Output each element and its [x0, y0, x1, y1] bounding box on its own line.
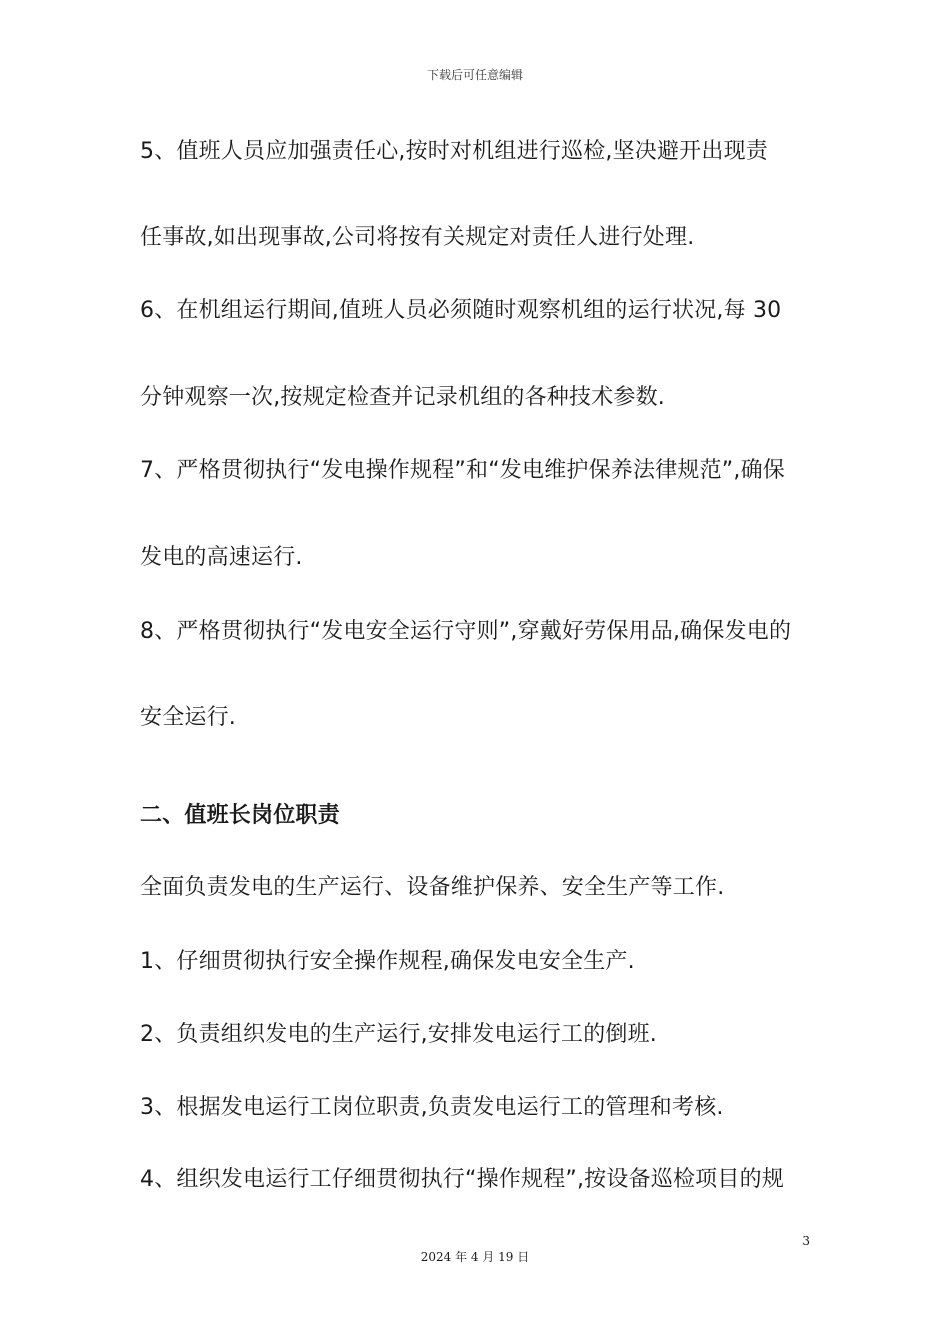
body-line: 分钟观察一次,按规定检查并记录机组的各种技术参数.: [140, 385, 665, 410]
section-line: 1、仔细贯彻执行安全操作规程,确保发电安全生产.: [140, 949, 635, 974]
body-line: 6、在机组运行期间,值班人员必须随时观察机组的运行状况,每 30: [140, 298, 782, 323]
body-line: 发电的高速运行.: [140, 545, 303, 570]
body-line: 安全运行.: [140, 705, 236, 730]
section-line: 3、根据发电运行工岗位职责,负责发电运行工的管理和考核.: [140, 1095, 724, 1120]
section-line: 全面负责发电的生产运行、设备维护保养、安全生产等工作.: [140, 875, 725, 900]
section-heading: 二、值班长岗位职责: [140, 803, 340, 828]
footer-date: 2024 年 4 月 19 日: [420, 1250, 530, 1264]
body-line: 任事故,如出现事故,公司将按有关规定对责任人进行处理.: [140, 225, 695, 250]
page-number: 3: [802, 1234, 810, 1248]
section-line: 2、负责组织发电的生产运行,安排发电运行工的倒班.: [140, 1022, 657, 1047]
body-line: 8、严格贯彻执行“发电安全运行守则”,穿戴好劳保用品,确保发电的: [140, 619, 792, 644]
body-line: 7、严格贯彻执行“发电操作规程”和“发电维护保养法律规范”,确保: [140, 458, 785, 483]
section-line: 4、组织发电运行工仔细贯彻执行“操作规程”,按设备巡检项目的规: [140, 1167, 784, 1192]
body-line: 5、值班人员应加强责任心,按时对机组进行巡检,坚决避开出现责: [140, 139, 768, 164]
page-header: 下载后可任意编辑: [426, 68, 523, 82]
